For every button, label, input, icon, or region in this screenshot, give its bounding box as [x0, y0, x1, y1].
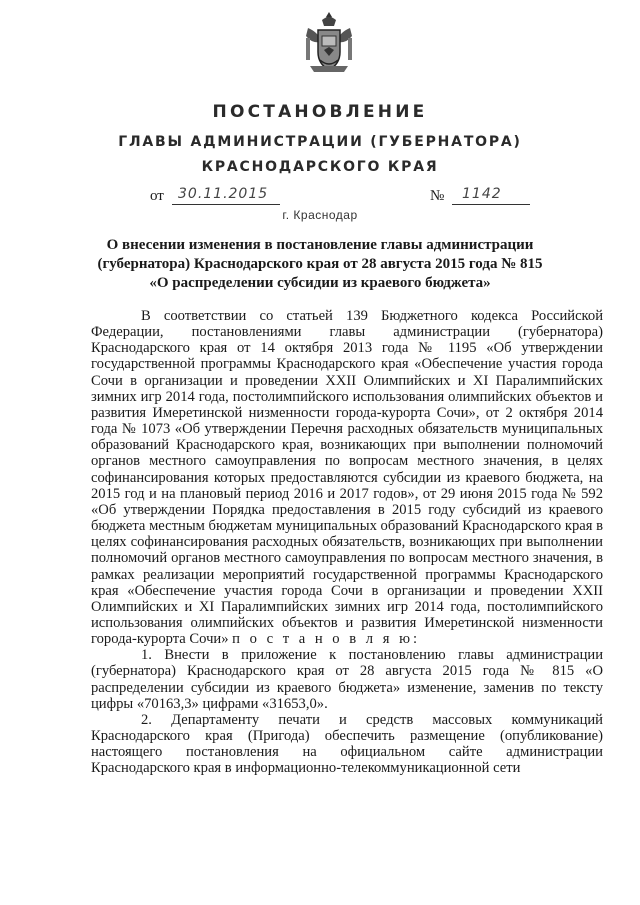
coat-of-arms-icon [300, 8, 358, 78]
title-line-2: (губернатора) Краснодарского края от 28 августа 2015 года № 815 [97, 256, 543, 272]
clause-1: 1. Внести в приложение к постановлению главы администрации (губернатора) Краснодарского края от 28 августа 2015 года № 815 «О распределении субсидии из краевого бюджета» изменение, заменив по тексту цифры «70163,3» цифрами «31653,0». [91, 647, 603, 712]
date-label: от [150, 188, 164, 204]
handwritten-date: 30.11.2015 [178, 186, 269, 202]
document-type-heading: ПОСТАНОВЛЕНИЕ [212, 102, 428, 122]
date-underline [172, 204, 280, 205]
title-line-1: О внесении изменения в постановление главы администрации [106, 237, 534, 253]
preamble-text: В соответствии со статьей 139 Бюджетного кодекса Российской Федерации, постановлениями главы администрации (губернатора) Краснодарского края от 14 октября 2013 года № 1195 «Об утверждении государственной программы Краснодарского края «Обеспечение участия города Сочи в организации и проведении XXII Олимпийских и XI Паралимпийских зимних игр 2014 года, постолимпийского использования олимпийских объектов и развития Имеретинской низменности города-курорта Сочи», от 2 октября 2014 года № 1073 «Об утверждении Перечня расходных обязательств муниципальных образований Краснодарского края, возникающих при выполнении полномочий органов местного самоуправления по вопросам местного значения, в целях софинансирования которых предоставляются субсидии из краевого бюджета, на 2015 год и на плановый период 2016 и 2017 годов», от 29 июня 2015 года № 592 «Об утверждении Порядка предоставления в 2015 году субсидий из краевого бюджета местным бюджетам муниципальных образований Краснодарского края в целях софинансирования расходных обязательств, возникающих при выполнении полномочий органов местного самоуправления по вопросам местного значения, в рамках реализации мероприятий государственной программы Краснодарского края «Обеспечение участия города Сочи в организации и проведении XXII Олимпийских и XI Паралимпийских зимних игр 2014 года, постолимпийского использования олимпийских объектов и развития Имеретинской низменности города-курорта Сочи» [91, 308, 603, 648]
handwritten-number: 1142 [462, 186, 502, 202]
region-heading: КРАСНОДАРСКОГО КРАЯ [201, 159, 439, 175]
resolution-title [60, 236, 580, 293]
title-line-3: «О распределении субсидии из краевого бюджета» [149, 275, 491, 291]
number-underline [452, 204, 530, 205]
resolve-phrase: п о с т а н о в л я ю: [232, 631, 421, 648]
resolution-body [91, 308, 603, 777]
issuer-heading: ГЛАВЫ АДМИНИСТРАЦИИ (ГУБЕРНАТОРА) [118, 134, 522, 150]
preamble-paragraph [91, 308, 603, 647]
city-label: г. Краснодар [282, 208, 358, 222]
clause-2: 2. Департаменту печати и средств массовых коммуникаций Краснодарского края (Пригода) обеспечить размещение (опубликование) настоящего постановления на официальном сайте администрации Краснодарского края в информационно-телекоммуникационной сети [91, 711, 603, 777]
number-label: № [430, 188, 445, 204]
